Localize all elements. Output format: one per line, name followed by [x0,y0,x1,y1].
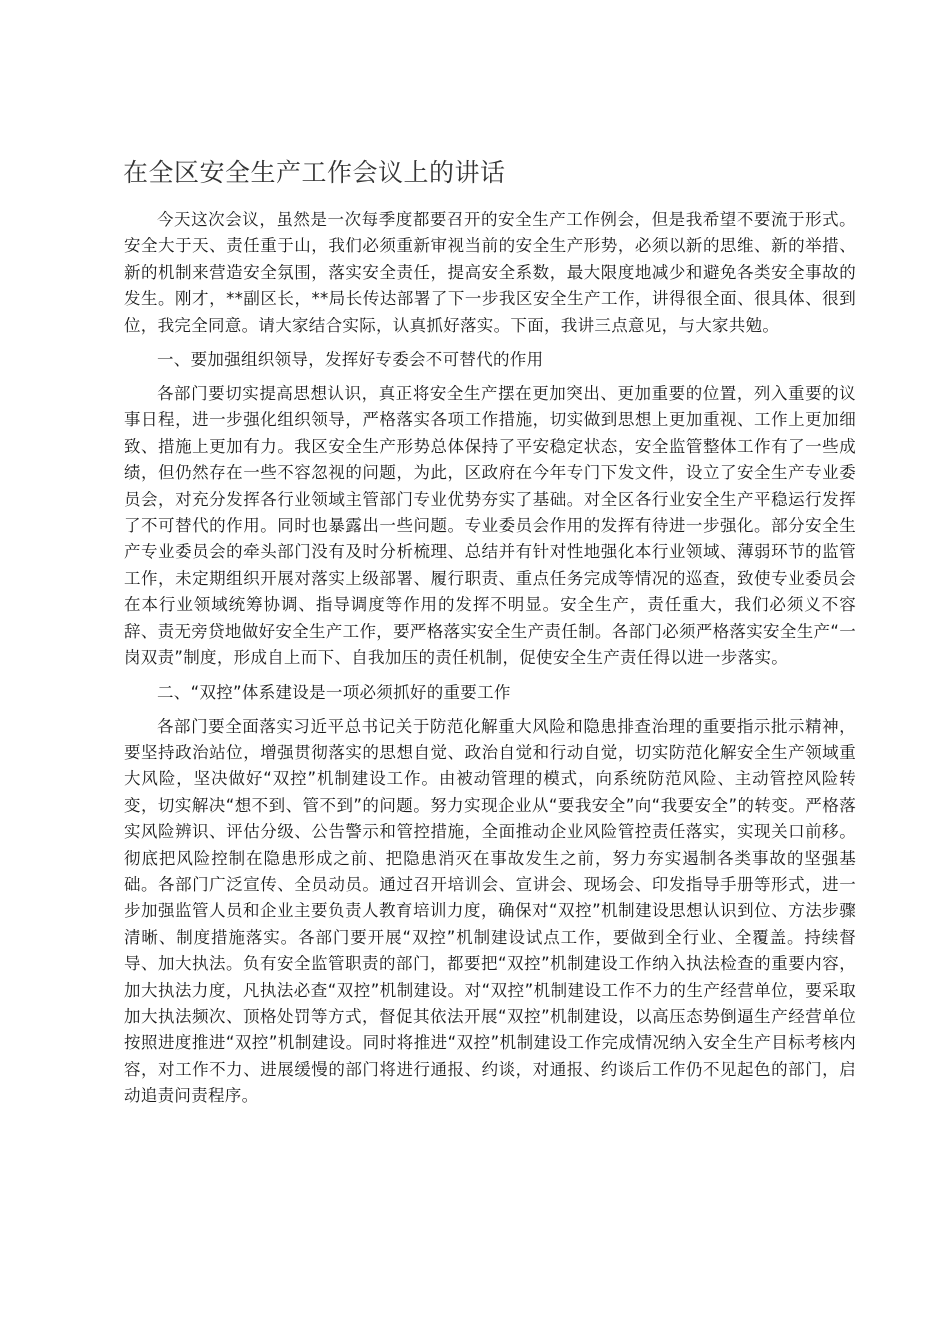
intro-paragraph: 今天这次会议，虽然是一次每季度都要召开的安全生产工作例会，但是我希望不要流于形式。安全大于天、责任重于山，我们必须重新审视当前的安全生产形势，必须以新的思维、新的举措、新的机制来营造安全氛围，落实安全责任，提高安全系数，最大限度地减少和避免各类安全事故的发生。刚才，**副区长，**局长传达部署了下一步我区安全生产工作，讲得很全面、很具体、很到位，我完全同意。请大家结合实际，认真抓好落实。下面，我讲三点意见，与大家共勉。 [124,210,856,335]
section-1-body: 各部门要切实提高思想认识，真正将安全生产摆在更加突出、更加重要的位置，列入重要的议事日程，进一步强化组织领导，严格落实各项工作措施，切实做到思想上更加重视、工作上更加细致、措施上更加有力。我区安全生产形势总体保持了平安稳定状态，安全监管整体工作有了一些成绩，但仍然存在一些不容忽视的问题，为此，区政府在今年专门下发文件，设立了安全生产专业委员会，对充分发挥各行业领域主管部门专业优势夯实了基础。对全区各行业安全生产平稳运行发挥了不可替代的作用。同时也暴露出一些问题。专业委员会作用的发挥有待进一步强化。部分安全生产专业委员会的牵头部门没有及时分析梳理、总结并有针对性地强化本行业领域、薄弱环节的监管工作，未定期组织开展对落实上级部署、履行职责、重点任务完成等情况的巡查，致使专业委员会在本行业领域统筹协调、指导调度等作用的发挥不明显。安全生产，责任重大，我们必须义不容辞、责无旁贷地做好安全生产工作，要严格落实安全生产责任制。各部门必须严格落实安全生产“一岗双责”制度，形成自上而下、自我加压的责任机制，促使安全生产责任得以进一步落实。 [124,384,856,668]
document-body [124,207,856,1110]
document-title: 在全区安全生产工作会议上的讲话 [123,158,506,187]
section-1-heading: 一、要加强组织领导，发挥好专委会不可替代的作用 [157,350,544,370]
section-2-heading: 二、“双控”体系建设是一项必须抓好的重要工作 [157,682,511,702]
section-2-body: 各部门要全面落实习近平总书记关于防范化解重大风险和隐患排查治理的重要指示批示精神，要坚持政治站位，增强贯彻落实的思想自觉、政治自觉和行动自觉，切实防范化解安全生产领域重大风险，坚决做好“双控”机制建设工作。由被动管理的模式，向系统防范风险、主动管控风险转变，切实解决“想不到、管不到”的问题。努力实现企业从“要我安全”向“我要安全”的转变。严格落实风险辨识、评估分级、公告警示和管控措施，全面推动企业风险管控责任落实，实现关口前移。彻底把风险控制在隐患形成之前、把隐患消灭在事故发生之前，努力夯实遏制各类事故的坚强基础。各部门广泛宣传、全员动员。通过召开培训会、宣讲会、现场会、印发指导手册等形式，进一步加强监管人员和企业主要负责人教育培训力度，确保对“双控”机制建设思想认识到位、方法步骤清晰、制度措施落实。各部门要开展“双控”机制建设试点工作，要做到全行业、全覆盖。持续督导、加大执法。负有安全监管职责的部门，都要把“双控”机制建设工作纳入执法检查的重要内容，加大执法力度，凡执法必查“双控”机制建设。对“双控”机制建设工作不力的生产经营单位，要采取加大执法频次、顶格处罚等方式，督促其依法开展“双控”机制建设，以高压态势倒逼生产经营单位按照进度推进“双控”机制建设。同时将推进“双控”机制建设工作完成情况纳入安全生产目标考核内容，对工作不力、进展缓慢的部门将进行通报、约谈，对通报、约谈后工作仍不见起色的部门，启动追责问责程序。 [124,716,856,1106]
